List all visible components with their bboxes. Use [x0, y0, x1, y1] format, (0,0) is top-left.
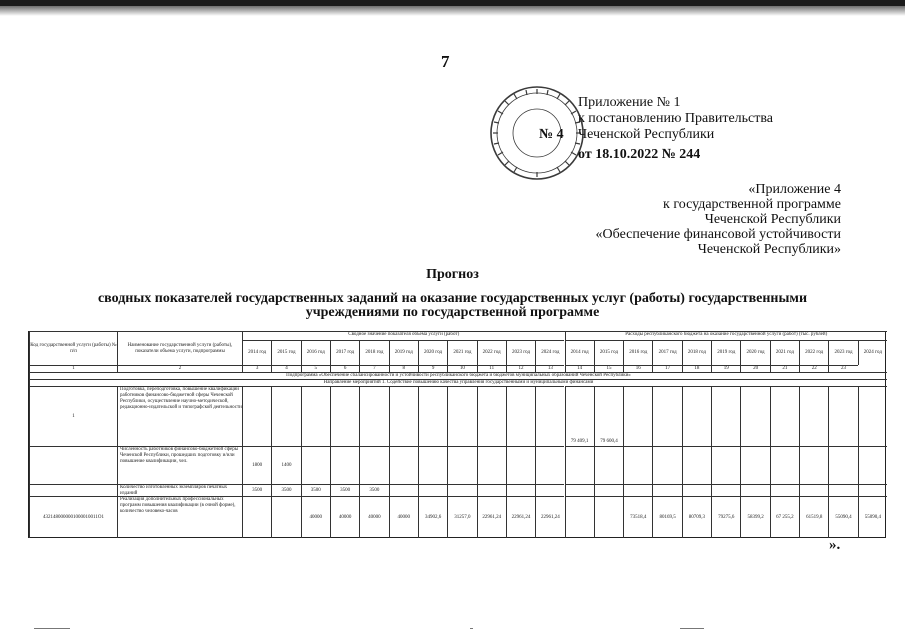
table-cell: 80709,3: [682, 496, 711, 538]
table-cell: [506, 484, 535, 496]
row-name: Реализация дополнительных профессиональных программ повышения квалификации (в очной форме), количество человеко-часов: [117, 496, 242, 538]
table-cell: [477, 446, 506, 484]
table-cell: 55090,4: [828, 496, 857, 538]
row-code: [29, 446, 117, 484]
appendix-4-line4: «Обеспечение финансовой устойчивости: [595, 227, 841, 242]
header-year: 2022 год: [477, 340, 506, 365]
table-cell: [623, 446, 652, 484]
table-cell: 40000: [301, 496, 330, 538]
header-year: 2021 год: [770, 340, 799, 365]
header-year: 2023 год: [828, 340, 857, 365]
scan-noise: [470, 628, 473, 629]
table-cell: 22961,24: [535, 496, 564, 538]
table-cell: 3500: [330, 484, 359, 496]
column-number: 1: [29, 365, 117, 372]
header-year: 2017 год: [330, 340, 359, 365]
table-cell: [858, 446, 887, 484]
table-cell: 79275,6: [711, 496, 740, 538]
title-line3: учреждениями по государственной программе: [305, 305, 600, 320]
row-name: Численность работников финансово-бюджетной сферы Чеченской Республики, прошедших подготовку и/или повышение квалификации, чел.: [117, 446, 242, 484]
appendix-4-line3: Чеченской Республики: [704, 212, 841, 227]
table-cell: [623, 386, 652, 446]
column-number: 11: [477, 365, 506, 372]
header-year: 2015 год: [594, 340, 623, 365]
header-year: 2016 год: [301, 340, 330, 365]
table-cell: [799, 484, 828, 496]
header-spend-group: Расходы республиканского бюджета на оказание государственной услуги (работ) (тыс. рублей): [565, 331, 888, 340]
table-cell: [242, 386, 271, 446]
column-number: 18: [682, 365, 711, 372]
table-cell: 3500: [301, 484, 330, 496]
appendix-4-line2: к государственной программе: [663, 197, 841, 212]
table-cell: [271, 496, 300, 538]
table-cell: [711, 386, 740, 446]
table-cell: [535, 484, 564, 496]
header-volume-group: Сводное значение показателя объема услуги (работ): [242, 331, 565, 340]
header-year: 2023 год: [506, 340, 535, 365]
seal-number: № 4: [539, 127, 564, 142]
row-name: Количество изготовленных экземпляров печатных изданий: [117, 484, 242, 496]
title-line1: Прогноз: [426, 267, 479, 282]
column-number: 16: [623, 365, 652, 372]
table-cell: 67 255,2: [770, 496, 799, 538]
table-cell: 22961,24: [506, 496, 535, 538]
table-cell: [682, 484, 711, 496]
table-cell: [682, 446, 711, 484]
table-cell: 73518,4: [623, 496, 652, 538]
scan-top-shadow: [0, 6, 905, 16]
table-cell: [535, 446, 564, 484]
column-number: 14: [565, 365, 594, 372]
table-cell: [389, 446, 418, 484]
table-cell: [447, 484, 476, 496]
table-cell: [594, 496, 623, 538]
header-year: 2018 год: [359, 340, 388, 365]
appendix-4-line5: Чеченской Республики»: [697, 242, 841, 257]
header-year: 2017 год: [652, 340, 681, 365]
row-code: [29, 484, 117, 496]
table-cell: 31257,0: [447, 496, 476, 538]
header-year: 2016 год: [623, 340, 652, 365]
column-number: 17: [652, 365, 681, 372]
table-cell: [770, 484, 799, 496]
header-year: 2014 год: [565, 340, 594, 365]
table-cell: [828, 446, 857, 484]
table-cell: [682, 386, 711, 446]
column-number: 5: [301, 365, 330, 372]
table-cell: [594, 484, 623, 496]
table-cell: [359, 446, 388, 484]
column-number: 9: [418, 365, 447, 372]
table-cell: [594, 446, 623, 484]
table-cell: [330, 446, 359, 484]
table-cell: [828, 484, 857, 496]
column-number: 15: [594, 365, 623, 372]
table-cell: [711, 446, 740, 484]
row-name: Подготовка, переподготовка, повышение квалификации работников финансово-бюджетной сферы Чеченской Республики, осуществление научно-методической, редакционно-издательской и типографской деятельности: [117, 386, 242, 446]
table-cell: [535, 386, 564, 446]
page-number: 7: [441, 52, 450, 71]
table-cell: [740, 484, 769, 496]
table-cell: 40000: [359, 496, 388, 538]
table-cell: [301, 386, 330, 446]
header-year: 2014 год: [242, 340, 271, 365]
title-line2: сводных показателей государственных заданий на оказание государственных услуг (работы) государственными: [97, 291, 808, 306]
column-number: 12: [506, 365, 535, 372]
column-number: 6: [330, 365, 359, 372]
column-number: 3: [242, 365, 271, 372]
scan-noise: [34, 628, 70, 629]
column-number: 19: [711, 365, 740, 372]
table-cell: 3500: [359, 484, 388, 496]
table-cell: [711, 484, 740, 496]
table-cell: [301, 446, 330, 484]
table-cell: 34902,6: [418, 496, 447, 538]
column-number: 20: [740, 365, 769, 372]
header-year: 2019 год: [711, 340, 740, 365]
column-number: 10: [447, 365, 476, 372]
appendix-4-line1: «Приложение 4: [748, 182, 841, 197]
table-cell: [359, 386, 388, 446]
table-cell: [565, 446, 594, 484]
table-cell: 61519,8: [799, 496, 828, 538]
table-cell: 80169,5: [652, 496, 681, 538]
header-year: 2024 год: [535, 340, 564, 365]
table-cell: [477, 484, 506, 496]
table-cell: [447, 446, 476, 484]
closing-quote: ».: [829, 537, 841, 553]
table-cell: [652, 484, 681, 496]
column-number: 23: [828, 365, 857, 372]
appendix-4-block: [511, 182, 841, 257]
header-year: 2020 год: [740, 340, 769, 365]
table-cell: [770, 386, 799, 446]
table-cell: [506, 446, 535, 484]
table-cell: [740, 446, 769, 484]
forecast-table: [28, 331, 886, 538]
column-number: 21: [770, 365, 799, 372]
header-year: 2024 год: [858, 340, 887, 365]
document-title: [0, 268, 905, 320]
table-cell: [418, 446, 447, 484]
header-name: Наименование государственной услуги (работы), показатели объема услуги, подпрограммы: [117, 331, 242, 365]
column-number: 4: [271, 365, 300, 372]
table-cell: [389, 386, 418, 446]
subprogram-row: Подпрограмма «Обеспечение сбалансированности и устойчивости республиканского бюджета и бюджетов муниципальных образований Чеченской Республики»: [29, 372, 887, 379]
column-number: 7: [359, 365, 388, 372]
table-cell: [623, 484, 652, 496]
table-cell: [799, 446, 828, 484]
table-cell: 22961,24: [477, 496, 506, 538]
table-cell: 58399,2: [740, 496, 769, 538]
table-cell: 55090,4: [858, 496, 887, 538]
table-cell: 1800: [242, 446, 271, 484]
header-year: 2022 год: [799, 340, 828, 365]
table-cell: 79 600,4: [594, 386, 623, 446]
column-number: 22: [799, 365, 828, 372]
table-cell: 40000: [330, 496, 359, 538]
table-cell: [242, 496, 271, 538]
header-code: Код государственной услуги (работы) № п/п: [29, 331, 117, 365]
table-cell: [271, 386, 300, 446]
column-number: 2: [117, 365, 242, 372]
official-seal-icon: [488, 84, 586, 182]
header-year: 2015 год: [271, 340, 300, 365]
table-cell: [418, 484, 447, 496]
row-code: 4321480000001000010011О1: [29, 496, 117, 538]
table-cell: [389, 484, 418, 496]
appendix-1-block: [578, 95, 773, 163]
table-cell: [770, 446, 799, 484]
appendix-1-date: от 18.10.2022 № 244: [578, 147, 701, 162]
table-cell: [565, 496, 594, 538]
table-cell: [652, 386, 681, 446]
header-year: 2018 год: [682, 340, 711, 365]
table-cell: 79 409,1: [565, 386, 594, 446]
column-number: 8: [389, 365, 418, 372]
table-cell: [447, 386, 476, 446]
table-cell: [652, 446, 681, 484]
table-cell: [418, 386, 447, 446]
header-year: 2020 год: [418, 340, 447, 365]
table-cell: [858, 386, 887, 446]
scan-noise: [680, 628, 704, 629]
column-number: 13: [535, 365, 564, 372]
direction-row: Направление мероприятий 1. Содействие повышению качества управления государственными и муниципальными финансами: [29, 379, 887, 386]
table-cell: [740, 386, 769, 446]
table-cell: [565, 484, 594, 496]
table-cell: [330, 386, 359, 446]
row-code: 1: [29, 386, 117, 446]
table-cell: [828, 386, 857, 446]
table-cell: 3500: [242, 484, 271, 496]
table-cell: 1400: [271, 446, 300, 484]
table-cell: [858, 484, 887, 496]
appendix-1-line2: к постановлению Правительства: [578, 111, 774, 126]
appendix-1-line1: Приложение № 1: [578, 95, 681, 110]
header-year: 2019 год: [389, 340, 418, 365]
table-cell: 40000: [389, 496, 418, 538]
table-cell: [799, 386, 828, 446]
table-cell: [506, 386, 535, 446]
appendix-1-line3: Чеченской Республики: [578, 127, 715, 142]
table-cell: [477, 386, 506, 446]
header-year: 2021 год: [447, 340, 476, 365]
table-cell: 3500: [271, 484, 300, 496]
